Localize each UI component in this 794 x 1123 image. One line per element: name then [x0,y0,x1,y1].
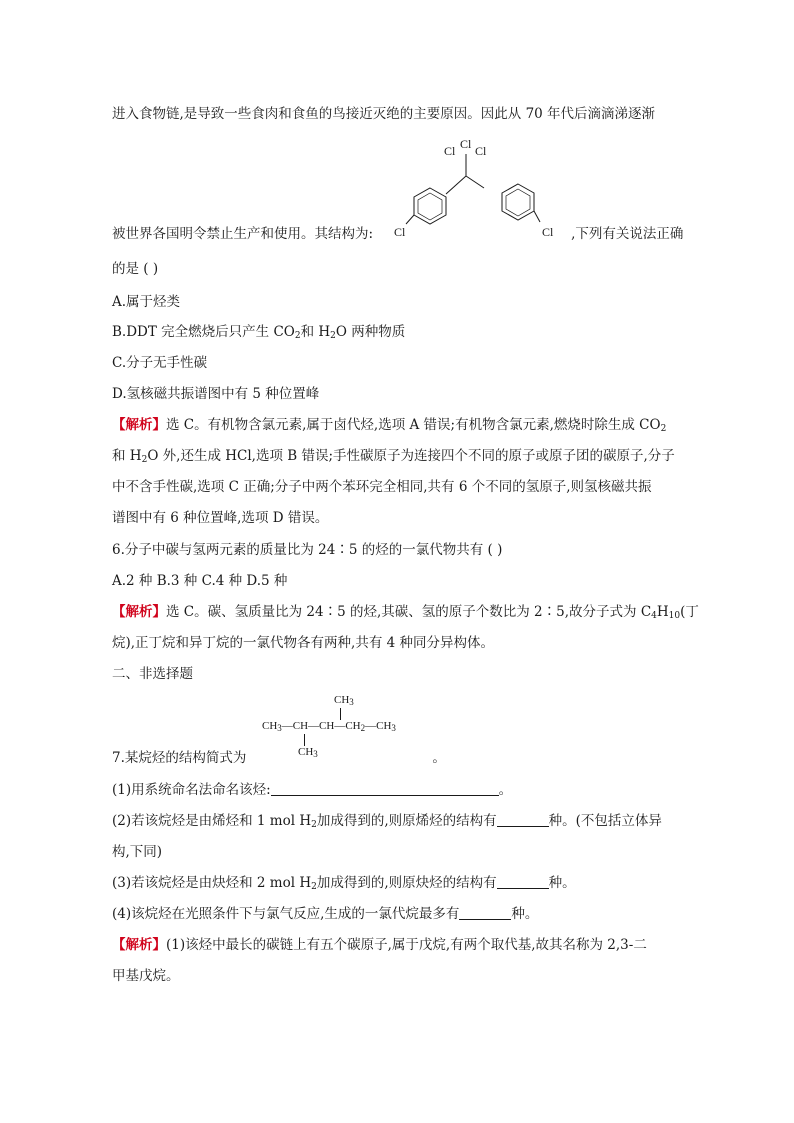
q5-answer-line2: 和 $H_2O$ 外,还生成 HCl,选项 B 错误;手性碳原子为连接四个不同的原子或原子团的碳原子,分子 [112,448,675,465]
q5-text-line1: 进入食物链,是导致一些食肉和食鱼的鸟接近灭绝的主要原因。因此从 70 年代后滴滴涕逐渐 [112,106,656,122]
section-heading: 二、非选择题 [112,666,193,682]
q5-answer-line4: 谱图中有 6 种位置峰,选项 D 错误。 [112,510,329,526]
q7-bottom-methyl: $CH_3$ [298,746,318,759]
ddt-cl-left: Cl [444,144,456,158]
q7-part2: (2)若该烷烃是由烯烃和 1 mol $H_2$加成得到的,则原烯烃的结构有 种。(不包括立体异 [112,813,662,830]
q5-option-c: C.分子无手性碳 [112,355,208,371]
q5-answer-line3: 中不含手性碳,选项 C 正确;分子中两个苯环完全相同,共有 6 个不同的氢原子,则氢核磁共振 [112,479,652,495]
answer-blank-3[interactable] [497,874,549,889]
q6-answer-line2: 烷),正丁烷和异丁烷的一氯代物各有两种,共有 4 种同分异构体。 [112,635,495,651]
ddt-cl-ring1: Cl [394,225,406,239]
q5-text-line3: 的是 ( ) [112,261,159,277]
q7-stem: 7.某烷烃的结构简式为 。 [112,750,446,766]
q7-answer-line2: 甲基戊烷。 [112,968,180,984]
q7-top-methyl: $CH_3$ [334,694,354,707]
ddt-cl-ring2: Cl [542,225,554,239]
q7-part2-line2: 构,下同) [112,844,163,860]
q5-text-line2: 被世界各国明令禁止生产和使用。其结构为: ,下列有关说法正确 [112,226,684,242]
answer-tag: 【解析】 [112,417,166,433]
q6-stem: 6.分子中碳与氢两元素的质量比为 24∶5 的烃的一氯代物共有 ( ) [112,542,503,558]
ddt-cl-mid: Cl [460,137,472,151]
answer-blank-2[interactable] [497,812,549,827]
answer-tag: 【解析】 [112,937,166,953]
q5-option-d: D.氢核磁共振谱图中有 5 种位置峰 [112,386,320,402]
ddt-cl-right: Cl [475,144,487,158]
answer-blank-1[interactable] [271,781,499,796]
q7-main-chain: $CH_3—CH—CH—CH_2—CH_3$ [262,720,396,733]
q5-option-a: A.属于烃类 [112,294,181,310]
q5-answer-line1: 【解析】选 C。有机物含氯元素,属于卤代烃,选项 A 错误;有机物含氯元素,燃烧时除生成 $CO_2$ [112,417,667,434]
q7-answer-line1: 【解析】(1)该烃中最长的碳链上有五个碳原子,属于戊烷,有两个取代基,故其名称为 2,3-二 [112,937,647,953]
q7-part3: (3)若该烷烃是由炔烃和 2 mol $H_2$加成得到的,则原炔烃的结构有 种。 [112,875,576,892]
q7-part4: (4)该烷烃在光照条件下与氯气反应,生成的一氯代烷最多有 种。 [112,906,539,922]
answer-tag: 【解析】 [112,604,166,620]
answer-blank-4[interactable] [459,905,511,920]
q7-part1: (1)用系统命名法命名该烃: 。 [112,782,513,798]
q5-option-b: B.DDT 完全燃烧后只产生 $CO_2$和 $H_2O$ 两种物质 [112,324,406,341]
q6-options: A.2 种 B.3 种 C.4 种 D.5 种 [112,573,288,589]
q6-answer-line1: 【解析】选 C。碳、氢质量比为 24∶5 的烃,其碳、氢的原子个数比为 2∶5,故分子式为 $C_4H_{10}$(丁 [112,604,699,621]
